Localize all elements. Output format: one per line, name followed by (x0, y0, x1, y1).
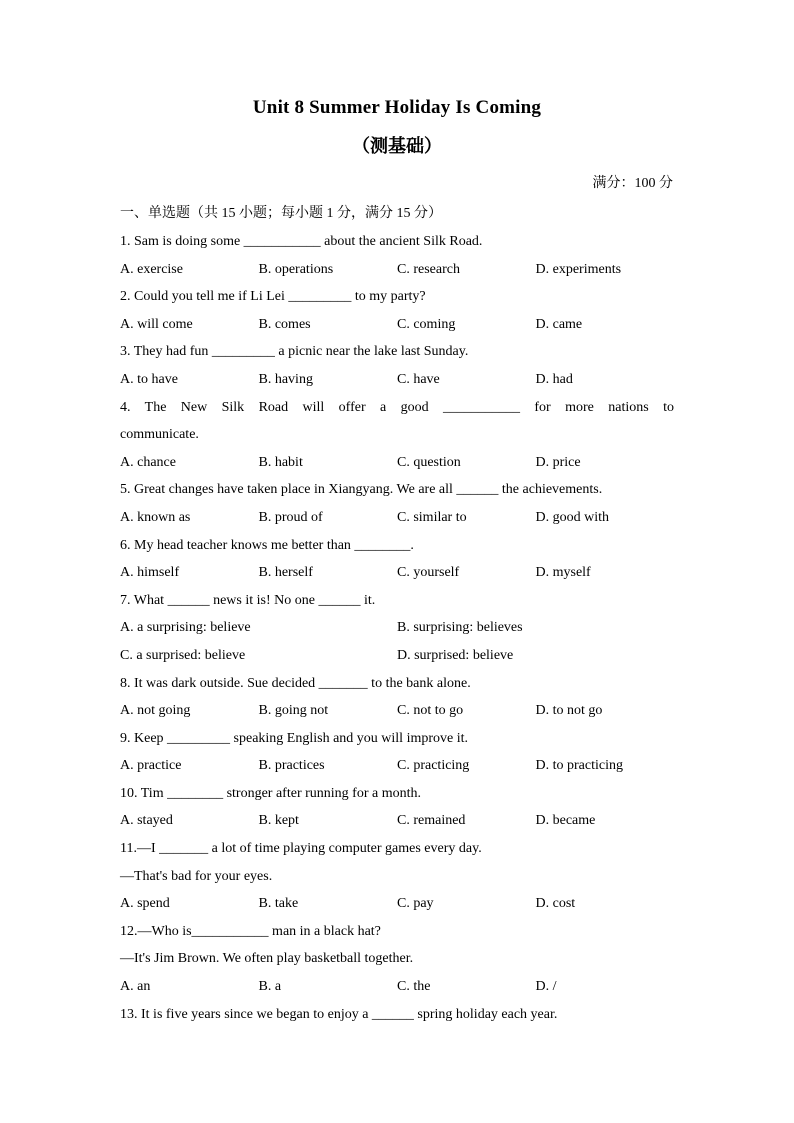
answer-option[interactable]: B. comes (258, 316, 311, 332)
question-item (120, 590, 674, 673)
answer-option[interactable]: C. coming (397, 316, 456, 332)
question-item (120, 286, 674, 341)
answer-options (120, 700, 674, 728)
question-text: 8. It was dark outside. Sue decided _______ to the bank alone. (120, 675, 471, 691)
answer-option[interactable]: D. myself (535, 565, 591, 581)
answer-option[interactable]: A. spend (120, 896, 170, 912)
question-item (120, 1004, 674, 1032)
answer-option[interactable]: D. cost (535, 896, 576, 912)
answer-option[interactable]: C. the (397, 979, 431, 995)
answer-option[interactable]: B. practices (258, 758, 325, 774)
question-item (120, 673, 674, 728)
answer-option[interactable]: C. practicing (397, 758, 470, 774)
answer-option[interactable]: D. became (535, 813, 596, 829)
question-text: 10. Tim ________ stronger after running for a month. (120, 785, 421, 801)
answer-option[interactable]: C. pay (397, 896, 434, 912)
answer-option[interactable]: B. kept (258, 813, 299, 829)
answer-option[interactable]: A. himself (120, 565, 180, 581)
answer-option[interactable]: A. a surprising: believe (120, 620, 251, 636)
section-heading: 一、单选题（共 15 小题；每小题 1 分，满分 15 分） (120, 206, 442, 221)
answer-option[interactable]: C. question (397, 454, 461, 470)
answer-option[interactable]: A. stayed (120, 813, 173, 829)
answer-option[interactable]: B. take (258, 896, 299, 912)
question-list (120, 231, 674, 1031)
answer-options (120, 369, 674, 397)
answer-option[interactable]: A. chance (120, 454, 176, 470)
answer-option[interactable]: B. habit (258, 454, 303, 470)
question-text: 7. What ______ news it is! No one ______ it. (120, 592, 376, 608)
page-title: Unit 8 Summer Holiday Is Coming (252, 97, 542, 118)
question-item (120, 535, 674, 590)
page-subtitle: （测基础） (352, 136, 442, 156)
answer-option[interactable]: B. having (258, 371, 313, 387)
answer-option[interactable]: B. going not (258, 703, 329, 719)
answer-option[interactable]: D. to not go (535, 703, 603, 719)
answer-option[interactable]: C. not to go (397, 703, 464, 719)
question-text: 12.—Who is___________ man in a black hat? (120, 923, 381, 939)
answer-option[interactable]: D. surprised: believe (397, 647, 514, 663)
answer-option[interactable]: C. research (397, 261, 460, 277)
question-text: 6. My head teacher knows me better than ________. (120, 537, 414, 553)
answer-option[interactable]: D. came (535, 316, 583, 332)
answer-option[interactable]: B. surprising: believes (397, 620, 523, 636)
answer-options (120, 452, 674, 480)
total-score: 满分：100 分 (592, 176, 673, 191)
answer-option[interactable]: A. will come (120, 316, 193, 332)
answer-option[interactable]: A. an (120, 979, 151, 995)
question-text: communicate. (120, 427, 199, 443)
question-text: 11.—I _______ a lot of time playing computer games every day. (120, 841, 482, 857)
answer-options (120, 645, 674, 673)
answer-option[interactable]: D. to practicing (535, 758, 623, 774)
answer-option[interactable]: D. had (535, 371, 573, 387)
question-text: —That's bad for your eyes. (120, 868, 273, 884)
question-text: 13. It is five years since we began to enjoy a ______ spring holiday each year. (120, 1006, 558, 1022)
answer-option[interactable]: C. similar to (397, 509, 467, 525)
question-text: 9. Keep _________ speaking English and you will improve it. (120, 730, 469, 746)
question-item (120, 397, 674, 480)
answer-options (120, 259, 674, 287)
question-item (120, 921, 674, 1004)
answer-option[interactable]: C. remained (397, 813, 466, 829)
answer-options (120, 562, 674, 590)
answer-option[interactable]: C. have (397, 371, 440, 387)
answer-options (120, 755, 674, 783)
answer-option[interactable]: D. good with (535, 509, 609, 525)
answer-option[interactable]: B. proud of (258, 509, 323, 525)
answer-option[interactable]: B. a (258, 979, 282, 995)
question-item (120, 728, 674, 783)
question-item (120, 341, 674, 396)
question-text: 4. The New Silk Road will offer a good ___________ for more nations to (120, 399, 674, 415)
answer-option[interactable]: C. yourself (397, 565, 460, 581)
question-text: —It's Jim Brown. We often play basketball together. (120, 951, 414, 967)
question-text: 3. They had fun _________ a picnic near the lake last Sunday. (120, 344, 469, 360)
answer-option[interactable]: D. experiments (535, 261, 622, 277)
question-text: 5. Great changes have taken place in Xiangyang. We are all ______ the achievements. (120, 482, 603, 498)
answer-options (120, 893, 674, 921)
question-item (120, 479, 674, 534)
answer-option[interactable]: A. to have (120, 371, 178, 387)
question-text: 2. Could you tell me if Li Lei _________ to my party? (120, 289, 426, 305)
answer-option[interactable]: A. not going (120, 703, 191, 719)
answer-options (120, 314, 674, 342)
answer-options (120, 976, 674, 1004)
answer-options (120, 810, 674, 838)
answer-options (120, 617, 674, 645)
answer-option[interactable]: C. a surprised: believe (120, 647, 246, 663)
answer-option[interactable]: A. exercise (120, 261, 183, 277)
question-item (120, 231, 674, 286)
answer-option[interactable]: B. herself (258, 565, 313, 581)
answer-option[interactable]: A. practice (120, 758, 182, 774)
answer-options (120, 507, 674, 535)
answer-option[interactable]: A. known as (120, 509, 191, 525)
answer-option[interactable]: B. operations (258, 261, 334, 277)
answer-option[interactable]: D. / (535, 979, 557, 995)
question-item (120, 838, 674, 921)
question-item (120, 783, 674, 838)
answer-option[interactable]: D. price (535, 454, 581, 470)
question-text: 1. Sam is doing some ___________ about the ancient Silk Road. (120, 234, 483, 249)
